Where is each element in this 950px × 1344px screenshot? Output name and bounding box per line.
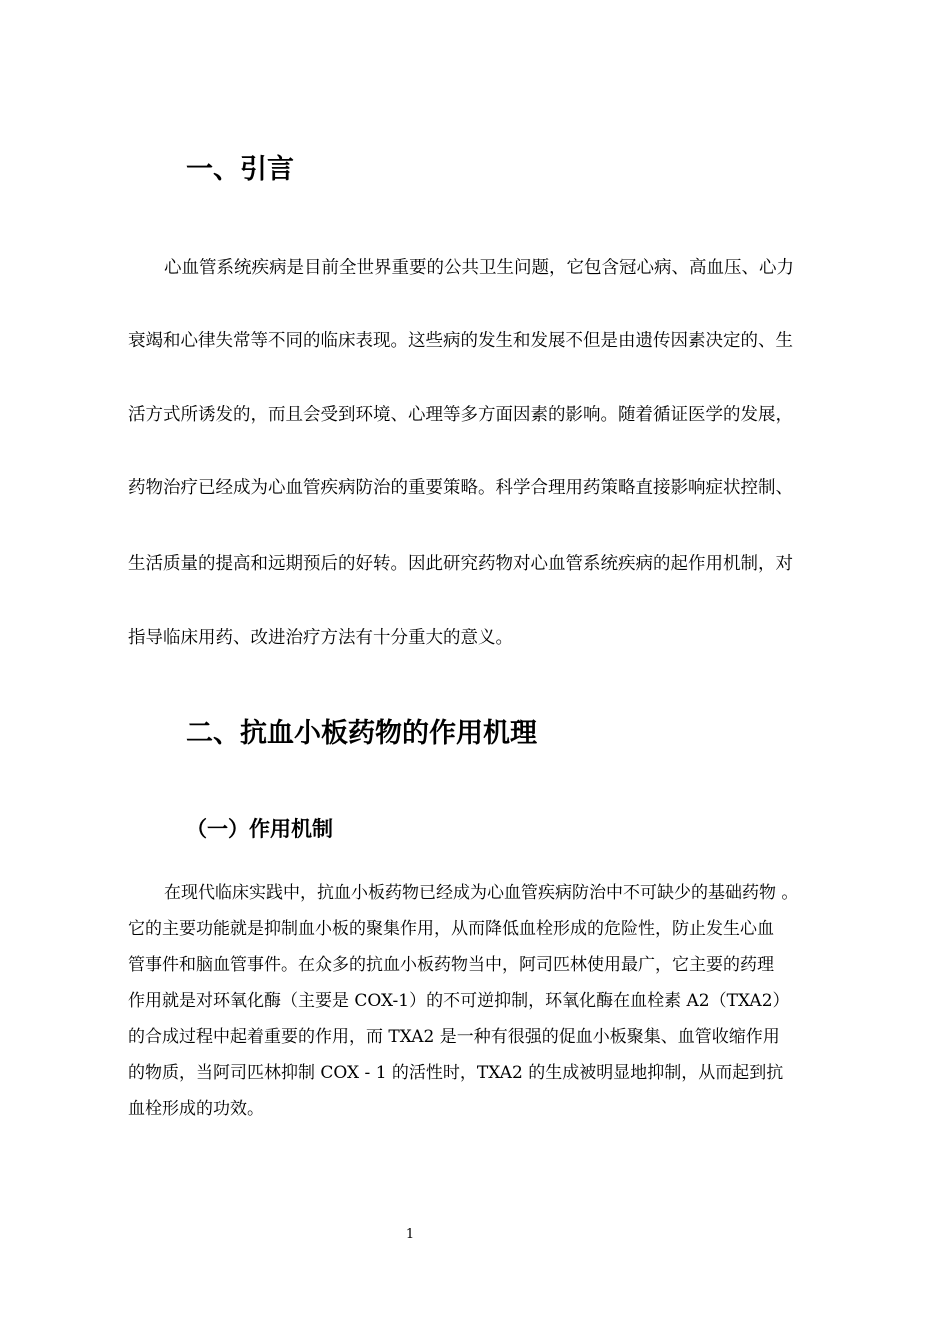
paragraph-line: 管事件和脑血管事件。在众多的抗血小板药物当中，阿司匹林使用最广，它主要的药理 bbox=[128, 955, 774, 975]
paragraph-line: 在现代临床实践中，抗血小板药物已经成为心血管疾病防治中不可缺少的基础药物 。 bbox=[164, 883, 799, 903]
paragraph-line: 药物治疗已经成为心血管疾病防治的重要策略。科学合理用药策略直接影响症状控制、 bbox=[128, 478, 793, 498]
paragraph-line: 生活质量的提高和远期预后的好转。因此研究药物对心血管系统疾病的起作用机制，对 bbox=[128, 554, 793, 574]
section-heading-introduction: 一、引言 bbox=[186, 154, 294, 185]
page-number: 1 bbox=[405, 1227, 415, 1242]
paragraph-line: 的合成过程中起着重要的作用，而 TXA2 是一种有很强的促血小板聚集、血管收缩作用 bbox=[128, 1027, 780, 1047]
paragraph-line: 活方式所诱发的，而且会受到环境、心理等多方面因素的影响。随着循证医学的发展， bbox=[128, 405, 793, 425]
subsection-heading-mechanism: （一）作用机制 bbox=[186, 817, 333, 841]
paragraph-line: 心血管系统疾病是目前全世界重要的公共卫生问题，它包含冠心病、高血压、心力 bbox=[164, 258, 794, 278]
paragraph-line: 它的主要功能就是抑制血小板的聚集作用，从而降低血栓形成的危险性，防止发生心血 bbox=[128, 919, 774, 939]
paragraph-line: 的物质，当阿司匹林抑制 COX - 1 的活性时，TXA2 的生成被明显地抑制，从而起到抗 bbox=[128, 1063, 784, 1083]
paragraph-line: 作用就是对环氧化酶（主要是 COX-1）的不可逆抑制，环氧化酶在血栓素 A2（TXA2） bbox=[128, 991, 790, 1011]
paragraph-line: 衰竭和心律失常等不同的临床表现。这些病的发生和发展不但是由遗传因素决定的、生 bbox=[128, 331, 793, 351]
paragraph-line: 血栓形成的功效。 bbox=[128, 1099, 264, 1119]
section-heading-antiplatelet: 二、抗血小板药物的作用机理 bbox=[186, 718, 537, 749]
paragraph-line: 指导临床用药、改进治疗方法有十分重大的意义。 bbox=[128, 628, 513, 648]
